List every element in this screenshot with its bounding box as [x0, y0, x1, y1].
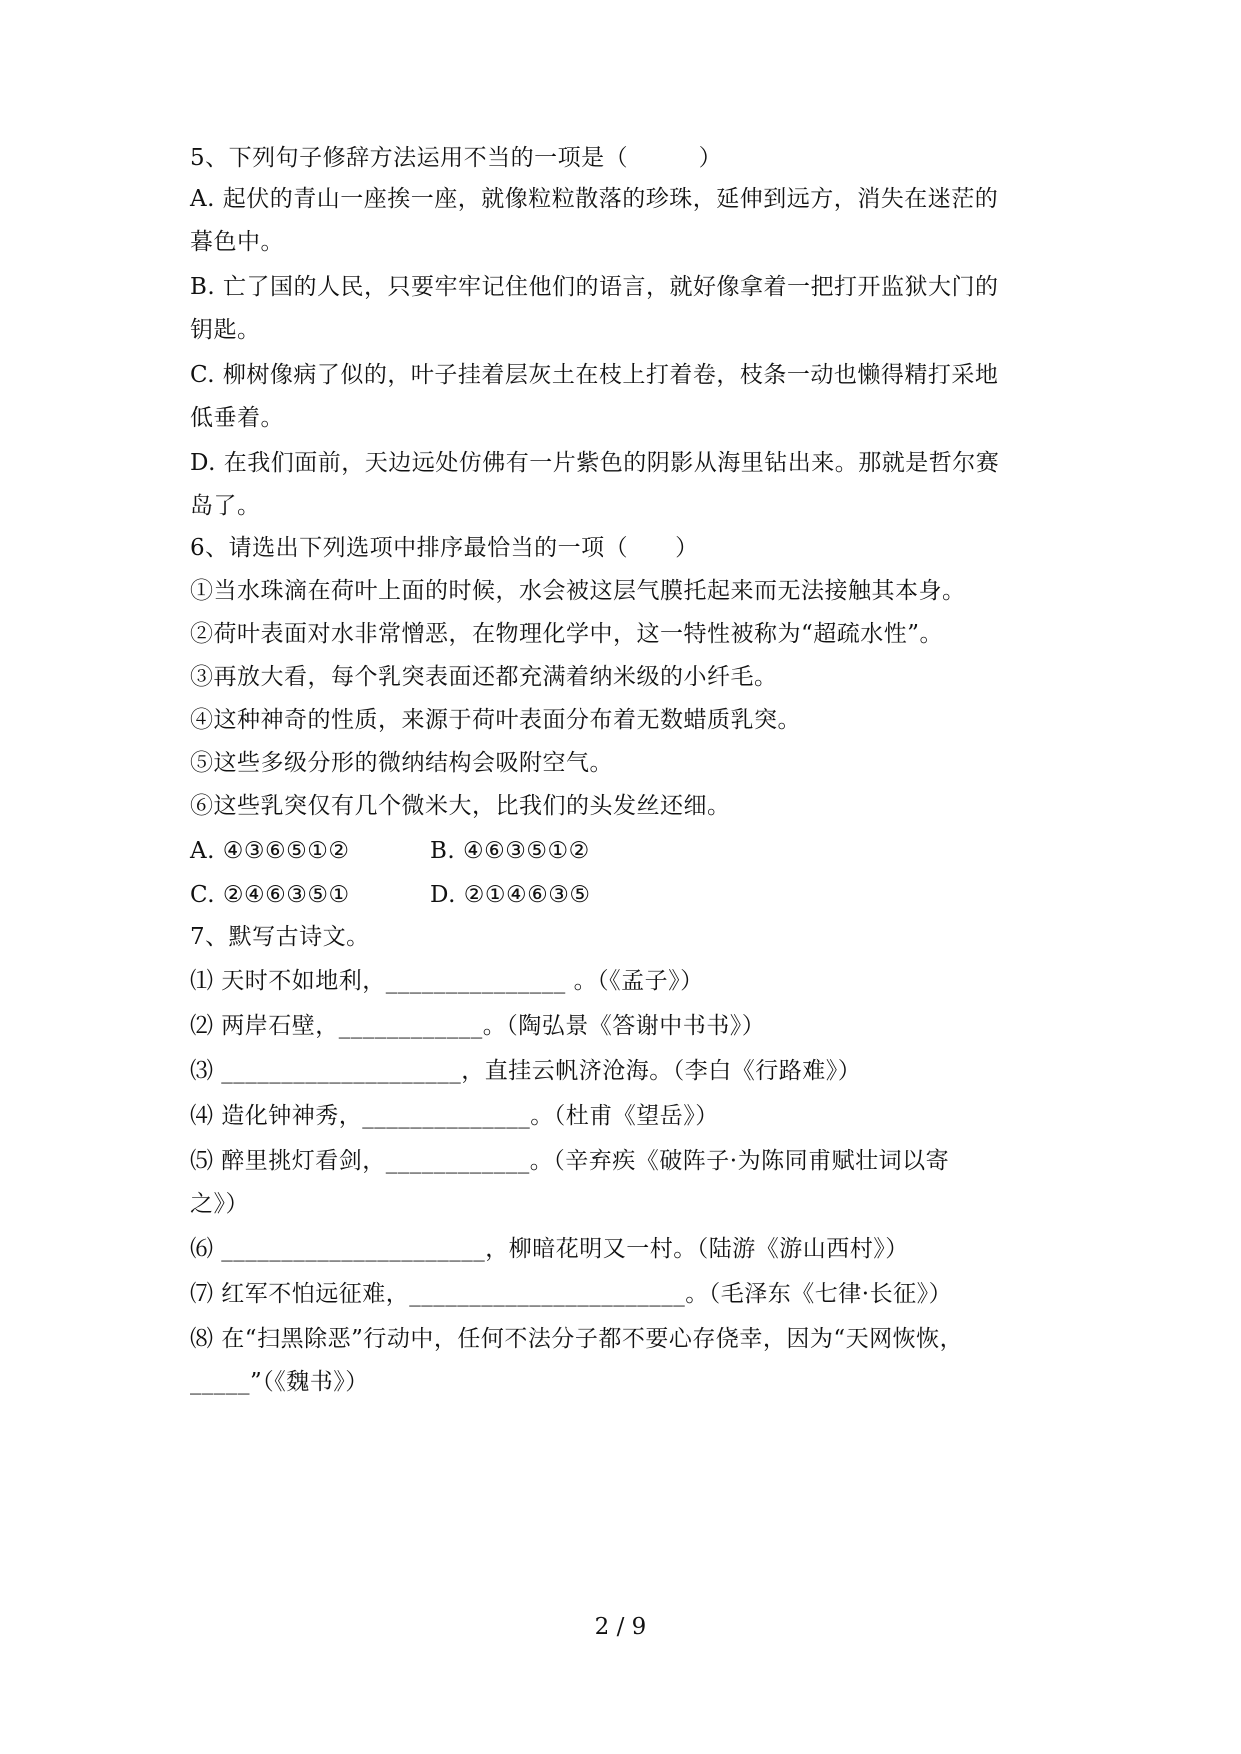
question-7-item-2: ⑵ 两岸石壁，____________。（陶弘景《答谢中书书》） — [190, 1013, 766, 1039]
question-6-sentence-6: ⑥这些乳突仅有几个微米大，比我们的头发丝还细。 — [190, 793, 731, 819]
question-6-options-row-2 — [190, 880, 1060, 910]
question-6-stem: 6、请选出下列选项中排序最恰当的一项（ ） — [190, 535, 699, 561]
question-7-item-7: ⑺ 红军不怕远征难，_______________________。（毛泽东《七律·长征》） — [190, 1281, 953, 1307]
question-6-options-row-1 — [190, 836, 1060, 866]
question-7-item-5-cont: 之》） — [190, 1191, 249, 1217]
question-5-option-d-cont: 岛了。 — [190, 493, 261, 519]
question-6-sentence-1: ①当水珠滴在荷叶上面的时候，水会被这层气膜托起来而无法接触其本身。 — [190, 578, 966, 604]
question-5-option-b-cont: 钥匙。 — [190, 317, 261, 343]
question-6-option-b: B. ④⑥③⑤①② — [430, 838, 590, 864]
question-5-option-b: B. 亡了国的人民，只要牢牢记住他们的语言，就好像拿着一把打开监狱大门的 — [190, 274, 999, 300]
question-7-item-1: ⑴ 天时不如地利，_______________ 。（《孟子》） — [190, 968, 704, 994]
question-5-option-d: D. 在我们面前，天边远处仿佛有一片紫色的阴影从海里钻出来。那就是哲尔赛 — [190, 450, 1000, 476]
question-7-item-5: ⑸ 醉里挑灯看剑，____________。（辛弃疾《破阵子·为陈同甫赋壮词以寄 — [190, 1148, 950, 1174]
question-7-item-6: ⑹ ______________________，柳暗花明又一村。（陆游《游山西村》） — [190, 1236, 909, 1262]
question-5-stem: 5、下列句子修辞方法运用不当的一项是（ ） — [190, 145, 723, 171]
question-6-option-c: C. ②④⑥③⑤① — [190, 882, 350, 908]
question-6-sentence-5: ⑤这些多级分形的微纳结构会吸附空气。 — [190, 750, 613, 776]
question-5-option-a: A. 起伏的青山一座挨一座，就像粒粒散落的珍珠，延伸到远方，消失在迷茫的 — [190, 186, 999, 212]
question-7-item-4: ⑷ 造化钟神秀，______________。（杜甫《望岳》） — [190, 1103, 719, 1129]
question-7-item-3: ⑶ ____________________，直挂云帆济沧海。（李白《行路难》） — [190, 1058, 862, 1084]
question-5-option-c-cont: 低垂着。 — [190, 405, 284, 431]
page-number: 2 / 9 — [594, 1614, 647, 1640]
question-6-sentence-3: ③再放大看，每个乳突表面还都充满着纳米级的小纤毛。 — [190, 664, 778, 690]
question-6-sentence-2: ②荷叶表面对水非常憎恶，在物理化学中，这一特性被称为“超疏水性”。 — [190, 621, 944, 647]
question-7-item-8-cont: _____”（《魏书》） — [190, 1369, 369, 1395]
question-7-item-8: ⑻ 在“扫黑除恶”行动中，任何不法分子都不要心存侥幸，因为“天网恢恢， — [190, 1326, 964, 1352]
question-6-option-d: D. ②①④⑥③⑤ — [430, 882, 591, 908]
question-6-option-a: A. ④③⑥⑤①② — [190, 838, 350, 864]
question-5-option-c: C. 柳树像病了似的，叶子挂着层灰土在枝上打着卷，枝条一动也懒得精打采地 — [190, 362, 999, 388]
question-5-option-a-cont: 暮色中。 — [190, 229, 284, 255]
question-7-stem: 7、默写古诗文。 — [190, 924, 370, 950]
question-6-sentence-4: ④这种神奇的性质，来源于荷叶表面分布着无数蜡质乳突。 — [190, 707, 801, 733]
